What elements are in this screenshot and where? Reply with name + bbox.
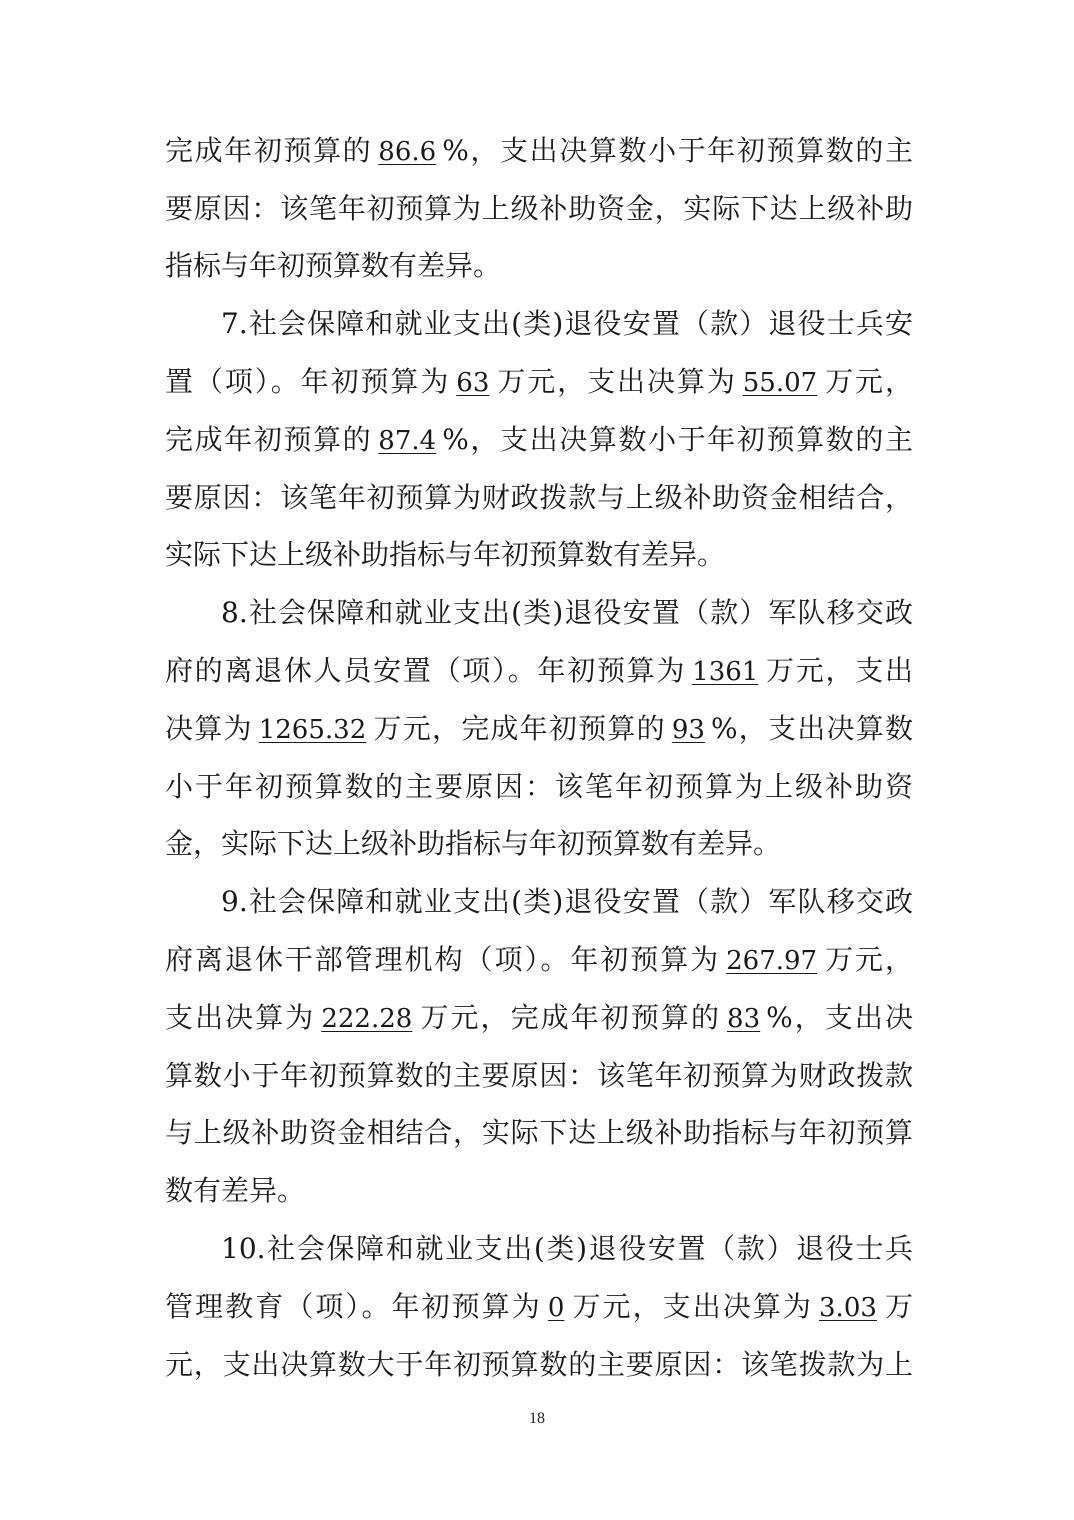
text: 万元，完成年初预算的 bbox=[418, 1001, 722, 1034]
p9-line-2 bbox=[165, 931, 913, 989]
text: 支出决算为 bbox=[165, 1001, 316, 1034]
p9-budget: 267.97 bbox=[726, 946, 818, 976]
p7-actual: 55.07 bbox=[742, 368, 818, 398]
p6-line-1 bbox=[165, 122, 913, 180]
p7-line-1: 7.社会保障和就业支出(类)退役安置（款）退役士兵安 bbox=[221, 307, 913, 340]
text: 府的离退休人员安置（项）。年初预算为 bbox=[165, 654, 687, 687]
p7-line-2 bbox=[165, 353, 913, 411]
text: 万元， bbox=[823, 365, 913, 398]
p8-line-2 bbox=[165, 642, 913, 700]
p9-line-1: 9.社会保障和就业支出(类)退役安置（款）军队移交政 bbox=[221, 885, 913, 918]
p8-line-5: 金，实际下达上级补助指标与年初预算数有差异。 bbox=[165, 827, 782, 860]
text: 置（项）。年初预算为 bbox=[165, 365, 451, 398]
p10-line-1: 10.社会保障和就业支出(类)退役安置（款）退役士兵 bbox=[221, 1232, 913, 1265]
p10-actual: 3.03 bbox=[819, 1293, 877, 1323]
text: %，支出决算数小于年初预算数的主 bbox=[442, 423, 913, 456]
text: %，支出决 bbox=[766, 1001, 913, 1034]
p8-line-3 bbox=[165, 700, 913, 758]
text: 万元，支出决算为 bbox=[495, 365, 737, 398]
text: 万元，支出 bbox=[764, 654, 913, 687]
p6-line-3: 指标与年初预算数有差异。 bbox=[165, 249, 502, 282]
text: 万元，支出决算为 bbox=[570, 1290, 814, 1323]
p10-line-2 bbox=[165, 1278, 913, 1336]
p8-line-1: 8.社会保障和就业支出(类)退役安置（款）军队移交政 bbox=[221, 596, 913, 629]
p10-line-3: 元，支出决算数大于年初预算数的主要原因：该笔拨款为上 bbox=[165, 1348, 913, 1381]
p7-budget: 63 bbox=[456, 368, 490, 398]
p6-percent: 86.6 bbox=[378, 137, 437, 167]
text: %，支出决算数 bbox=[710, 712, 913, 745]
page-number: 18 bbox=[529, 1410, 545, 1427]
p8-line-4: 小于年初预算数的主要原因：该笔年初预算为上级补助资 bbox=[165, 770, 913, 803]
p6-line-2: 要原因：该笔年初预算为上级补助资金，实际下达上级补助 bbox=[165, 192, 913, 225]
p8-percent: 93 bbox=[671, 715, 705, 745]
text: 万元， bbox=[823, 943, 913, 976]
p8-actual: 1265.32 bbox=[258, 715, 367, 745]
p9-percent: 83 bbox=[727, 1004, 761, 1034]
p9-line-4: 算数小于年初预算数的主要原因：该笔年初预算为财政拨款 bbox=[165, 1059, 913, 1092]
text: %，支出决算数小于年初预算数的主 bbox=[442, 134, 913, 167]
p7-percent: 87.4 bbox=[378, 426, 437, 456]
p7-line-3 bbox=[165, 411, 913, 469]
p7-line-4: 要原因：该笔年初预算为财政拨款与上级补助资金相结合， bbox=[165, 481, 913, 514]
text: 万元，完成年初预算的 bbox=[372, 712, 666, 745]
text: 府离退休干部管理机构（项）。年初预算为 bbox=[165, 943, 721, 976]
text: 管理教育（项）。年初预算为 bbox=[165, 1290, 542, 1323]
p7-line-5: 实际下达上级补助指标与年初预算数有差异。 bbox=[165, 538, 726, 571]
text: 决算为 bbox=[165, 712, 253, 745]
p9-line-3 bbox=[165, 989, 913, 1047]
p9-line-6: 数有差异。 bbox=[165, 1174, 306, 1207]
p10-budget: 0 bbox=[547, 1293, 565, 1323]
p9-actual: 222.28 bbox=[321, 1004, 413, 1034]
text: 完成年初预算的 bbox=[165, 134, 373, 167]
p8-budget: 1361 bbox=[692, 657, 759, 687]
p9-line-5: 与上级补助资金相结合，实际下达上级补助指标与年初预算 bbox=[165, 1116, 913, 1149]
text: 万 bbox=[882, 1290, 913, 1323]
text: 完成年初预算的 bbox=[165, 423, 373, 456]
